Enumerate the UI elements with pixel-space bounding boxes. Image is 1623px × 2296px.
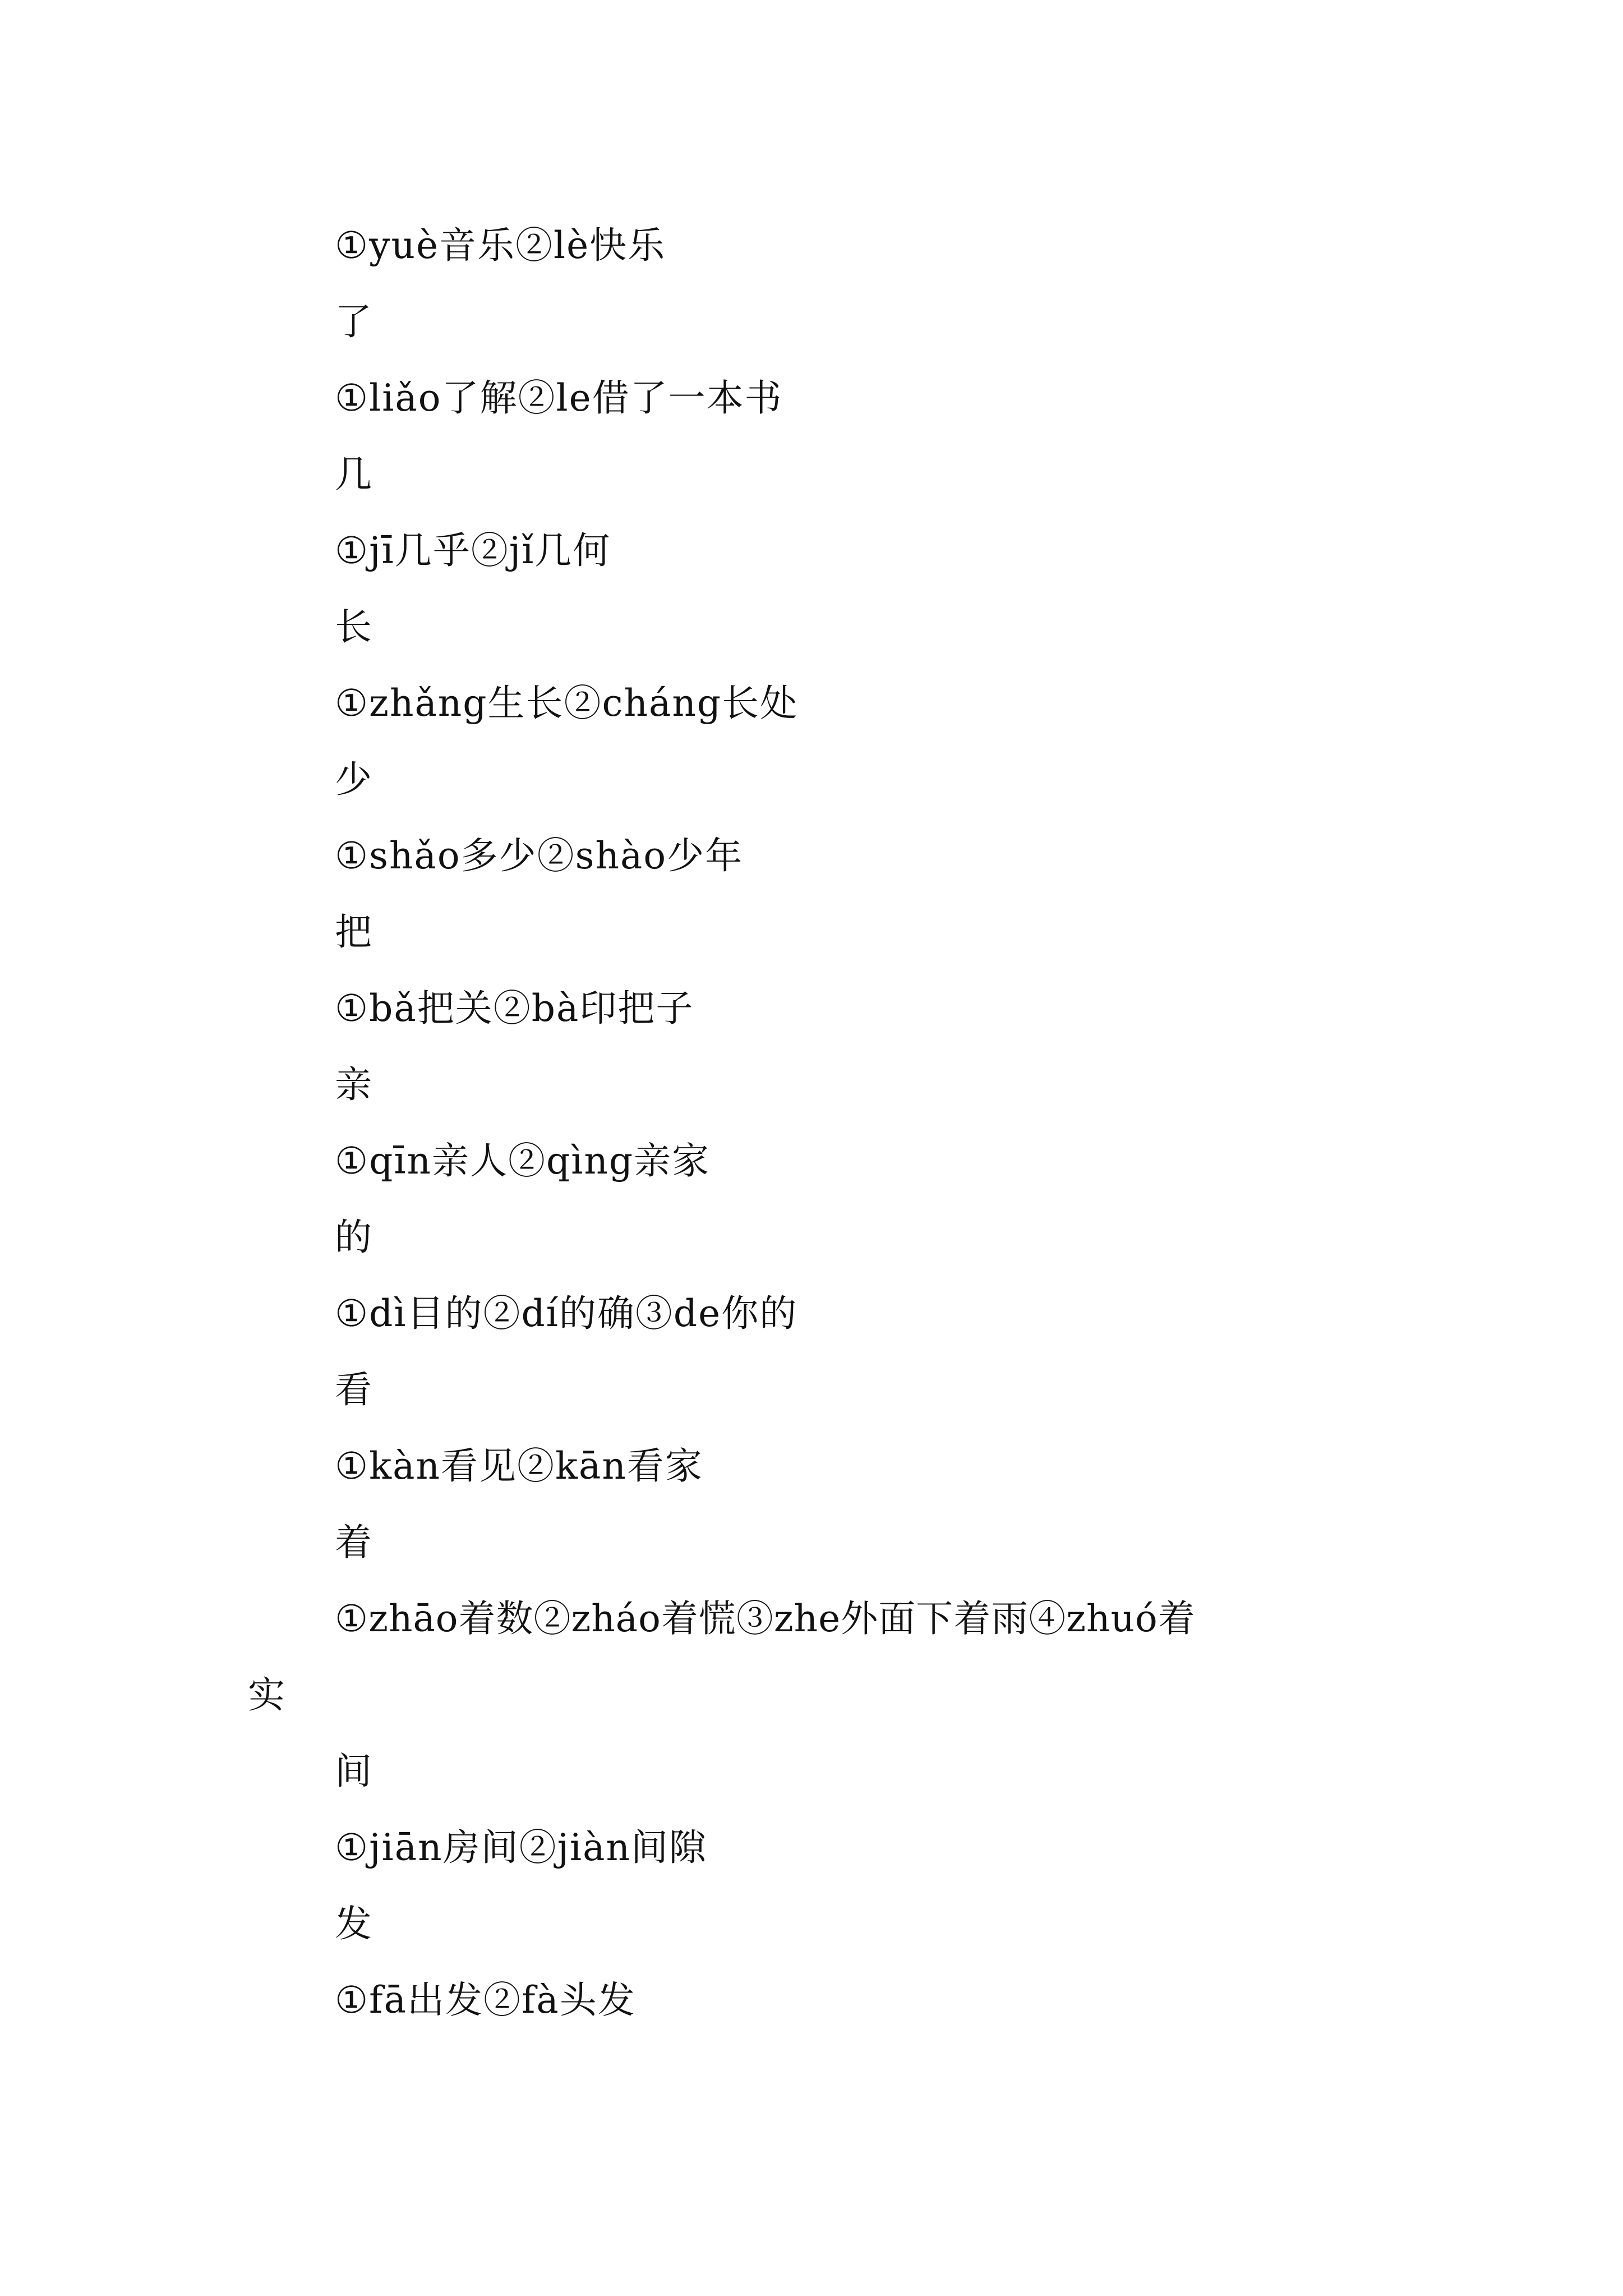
text-line: ①liǎo了解②le借了一本书 [335, 376, 783, 420]
text-line: ①yuè音乐②lè快乐 [335, 224, 666, 267]
text-line: ①jiān房间②jiàn间隙 [335, 1826, 708, 1869]
text-line: 了 [335, 300, 373, 343]
text-line: 着 [335, 1521, 373, 1564]
text-line: ①qīn亲人②qìng亲家 [335, 1139, 711, 1182]
text-line: ①kàn看见②kān看家 [335, 1444, 703, 1488]
text-line: ①zhǎng生长②cháng长处 [335, 682, 799, 725]
text-line-continuation: 实 [248, 1673, 286, 1717]
text-line: ①fā出发②fà头发 [335, 1978, 636, 2022]
text-line: ①jī几乎②jǐ几何 [335, 529, 611, 572]
text-line: 发 [335, 1902, 373, 1945]
text-line: 长 [335, 605, 373, 648]
text-line: 间 [335, 1750, 373, 1793]
text-line: ①dì目的②dí的确③de你的 [335, 1292, 798, 1335]
text-line: 亲 [335, 1063, 373, 1106]
document-body [248, 208, 1403, 2039]
text-line: 几 [335, 453, 373, 496]
text-line: 把 [335, 910, 373, 954]
text-line: ①bǎ把关②bà印把子 [335, 987, 694, 1030]
text-line: 少 [335, 758, 373, 801]
text-line: 的 [335, 1216, 373, 1259]
text-line: ①zhāo着数②zháo着慌③zhe外面下着雨④zhuó着 [335, 1597, 1196, 1640]
text-line: 看 [335, 1368, 373, 1411]
text-line: ①shǎo多少②shào少年 [335, 834, 744, 877]
